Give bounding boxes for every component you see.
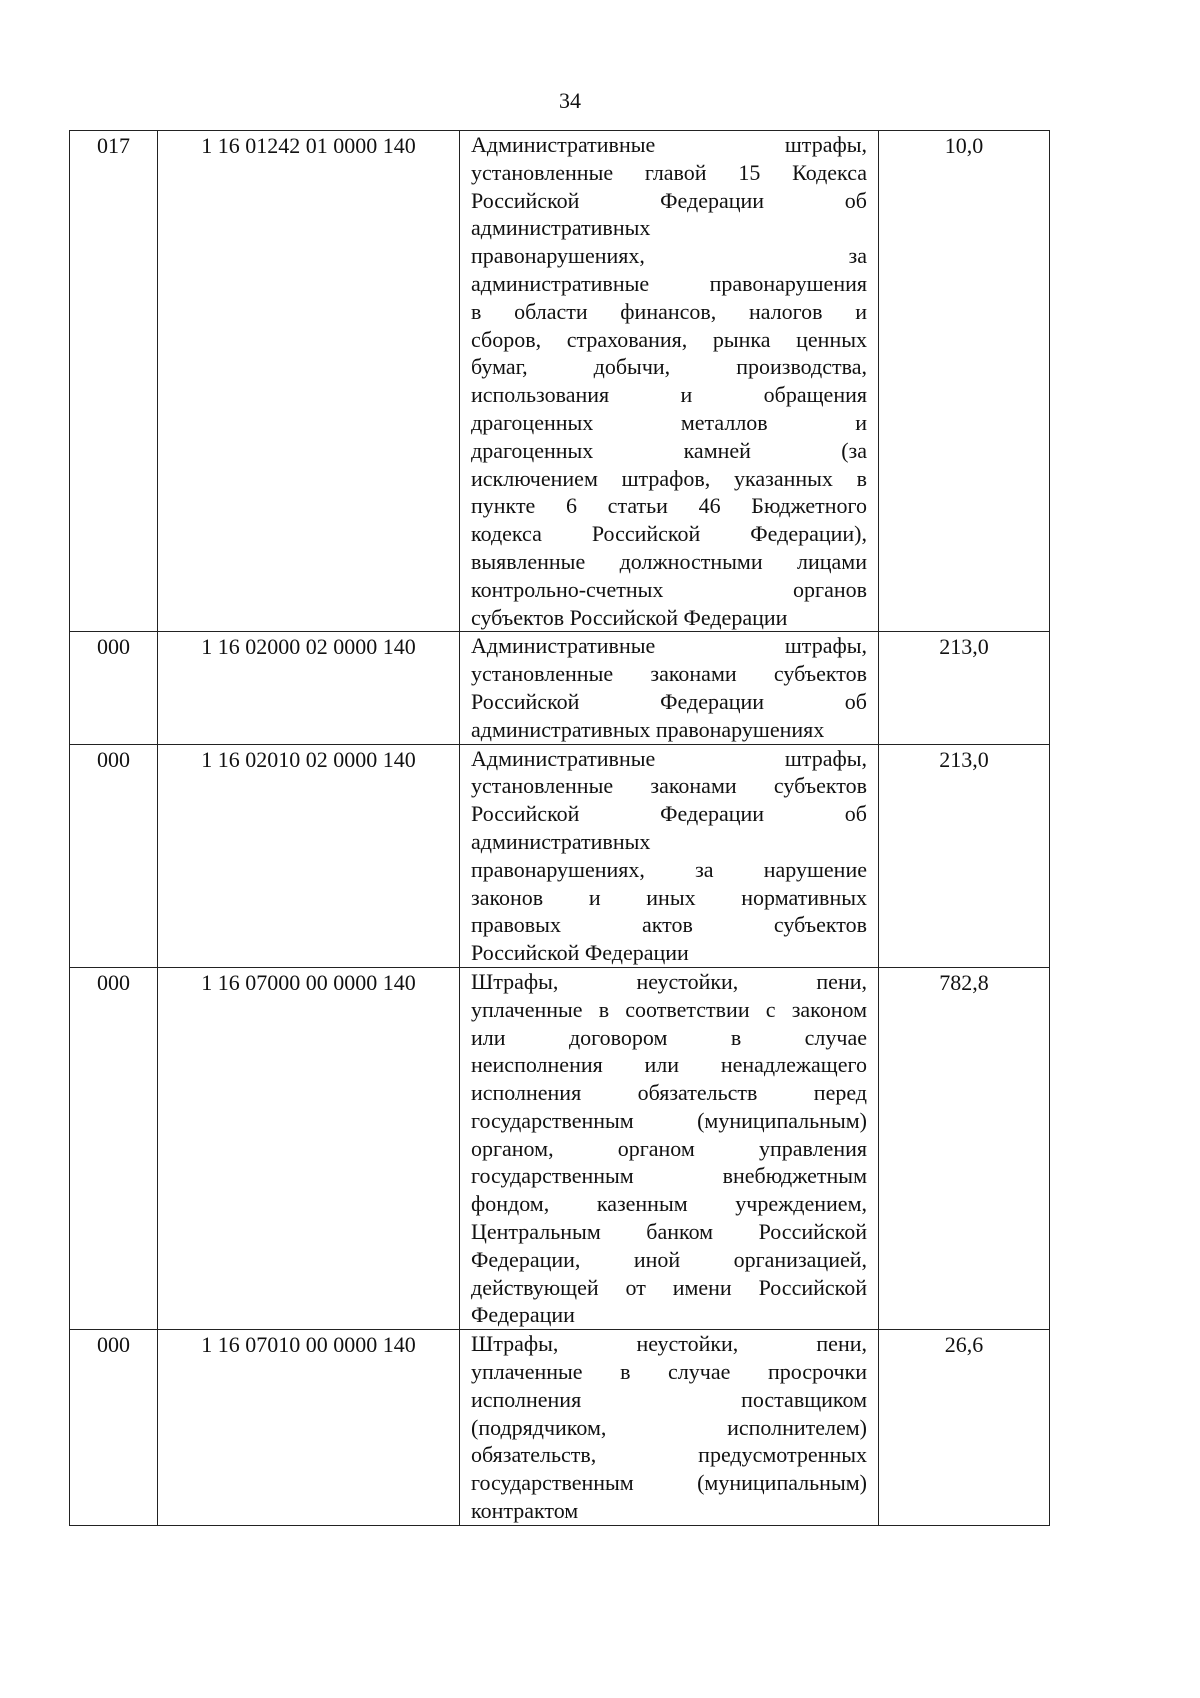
revenue-name-line: административных правонарушениях [471,716,825,742]
revenue-name-line: использования и обращения [471,382,867,408]
revenue-name-line: административные правонарушения [471,270,867,296]
revenue-name-line: Штрафы, неустойки, пени, [471,1331,867,1357]
revenue-name-line: контрактом [471,1498,579,1524]
revenue-name-line: государственным внебюджетным [471,1163,867,1189]
revenue-name-line: установленные законами субъектов [471,773,867,799]
amount-cell: 213,0 [879,744,1050,967]
revenue-name-line: пункте 6 статьи 46 Бюджетного [471,493,867,519]
revenue-name-line: Российской Федерации об [471,688,867,714]
revenue-name-line: административных [471,215,651,241]
revenue-name-line: правонарушениях, за нарушение [471,856,867,882]
budget-revenue-table [69,130,1050,1526]
budget-code-cell: 1 16 07010 00 0000 140 [158,1330,460,1526]
amount-cell: 26,6 [879,1330,1050,1526]
revenue-name-cell [460,967,879,1329]
revenue-name-line: драгоценных камней (за [471,437,867,463]
revenue-name-line: действующей от имени Российской [471,1274,867,1300]
table-row [70,632,1050,744]
revenue-name-line: Штрафы, неустойки, пени, [471,968,867,994]
revenue-name-line: Центральным банком Российской [471,1219,867,1245]
revenue-name-line: исключением штрафов, указанных в [471,465,867,491]
revenue-name-line: правовых актов субъектов [471,912,867,938]
revenue-name-text [471,632,867,743]
budget-code-cell: 1 16 01242 01 0000 140 [158,131,460,632]
budget-code-cell: 1 16 02000 02 0000 140 [158,632,460,744]
revenue-name-text [471,968,867,1329]
revenue-name-line: Федерации [471,1302,575,1328]
admin-code-cell: 000 [70,967,158,1329]
revenue-name-line: бумаг, добычи, производства, [471,354,867,380]
revenue-name-line: уплаченные в случае просрочки [471,1359,867,1385]
revenue-name-line: Российской Федерации [471,940,689,966]
revenue-name-line: государственным (муниципальным) [471,1470,867,1496]
revenue-name-line: фондом, казенным учреждением, [471,1191,867,1217]
table-row [70,131,1050,632]
revenue-name-line: Административные штрафы, [471,633,867,659]
revenue-name-line: исполнения поставщиком [471,1386,867,1412]
amount-cell: 782,8 [879,967,1050,1329]
revenue-name-line: драгоценных металлов и [471,409,867,435]
revenue-name-line: уплаченные в соответствии с законом [471,996,867,1022]
revenue-name-line: исполнения обязательств перед [471,1080,867,1106]
revenue-name-text [471,131,867,631]
revenue-name-cell [460,1330,879,1526]
budget-code-cell: 1 16 07000 00 0000 140 [158,967,460,1329]
revenue-name-line: в области финансов, налогов и [471,298,867,324]
admin-code-cell: 000 [70,632,158,744]
revenue-name-line: обязательств, предусмотренных [471,1442,867,1468]
table-row [70,744,1050,967]
revenue-name-line: выявленные должностными лицами [471,548,867,574]
revenue-name-line: контрольно-счетных органов [471,576,867,602]
revenue-name-line: установленные главой 15 Кодекса [471,159,867,185]
revenue-name-text [471,745,867,967]
revenue-name-line: Российской Федерации об [471,801,867,827]
revenue-name-line: или договором в случае [471,1024,867,1050]
revenue-name-line: сборов, страхования, рынка ценных [471,326,867,352]
admin-code-cell: 017 [70,131,158,632]
revenue-name-line: правонарушениях, за [471,243,867,269]
revenue-name-line: административных [471,828,651,854]
revenue-name-line: Федерации, иной организацией, [471,1246,867,1272]
revenue-name-line: кодекса Российской Федерации), [471,521,867,547]
revenue-name-line: установленные законами субъектов [471,661,867,687]
revenue-name-cell [460,744,879,967]
admin-code-cell: 000 [70,1330,158,1526]
amount-cell: 213,0 [879,632,1050,744]
budget-code-cell: 1 16 02010 02 0000 140 [158,744,460,967]
admin-code-cell: 000 [70,744,158,967]
revenue-name-line: субъектов Российской Федерации [471,604,788,630]
revenue-name-line: законов и иных нормативных [471,884,867,910]
table-row [70,967,1050,1329]
page-number: 34 [559,88,581,113]
revenue-name-line: органом, органом управления [471,1135,867,1161]
revenue-name-line: Российской Федерации об [471,187,867,213]
revenue-name-line: (подрядчиком, исполнителем) [471,1414,867,1440]
revenue-name-line: Административные штрафы, [471,745,867,771]
amount-cell: 10,0 [879,131,1050,632]
table-body [70,131,1050,1526]
revenue-name-text [471,1330,867,1525]
revenue-name-cell [460,131,879,632]
revenue-name-line: Административные штрафы, [471,132,867,157]
revenue-name-line: государственным (муниципальным) [471,1107,867,1133]
table-row [70,1330,1050,1526]
revenue-name-line: неисполнения или ненадлежащего [471,1052,867,1078]
revenue-name-cell [460,632,879,744]
